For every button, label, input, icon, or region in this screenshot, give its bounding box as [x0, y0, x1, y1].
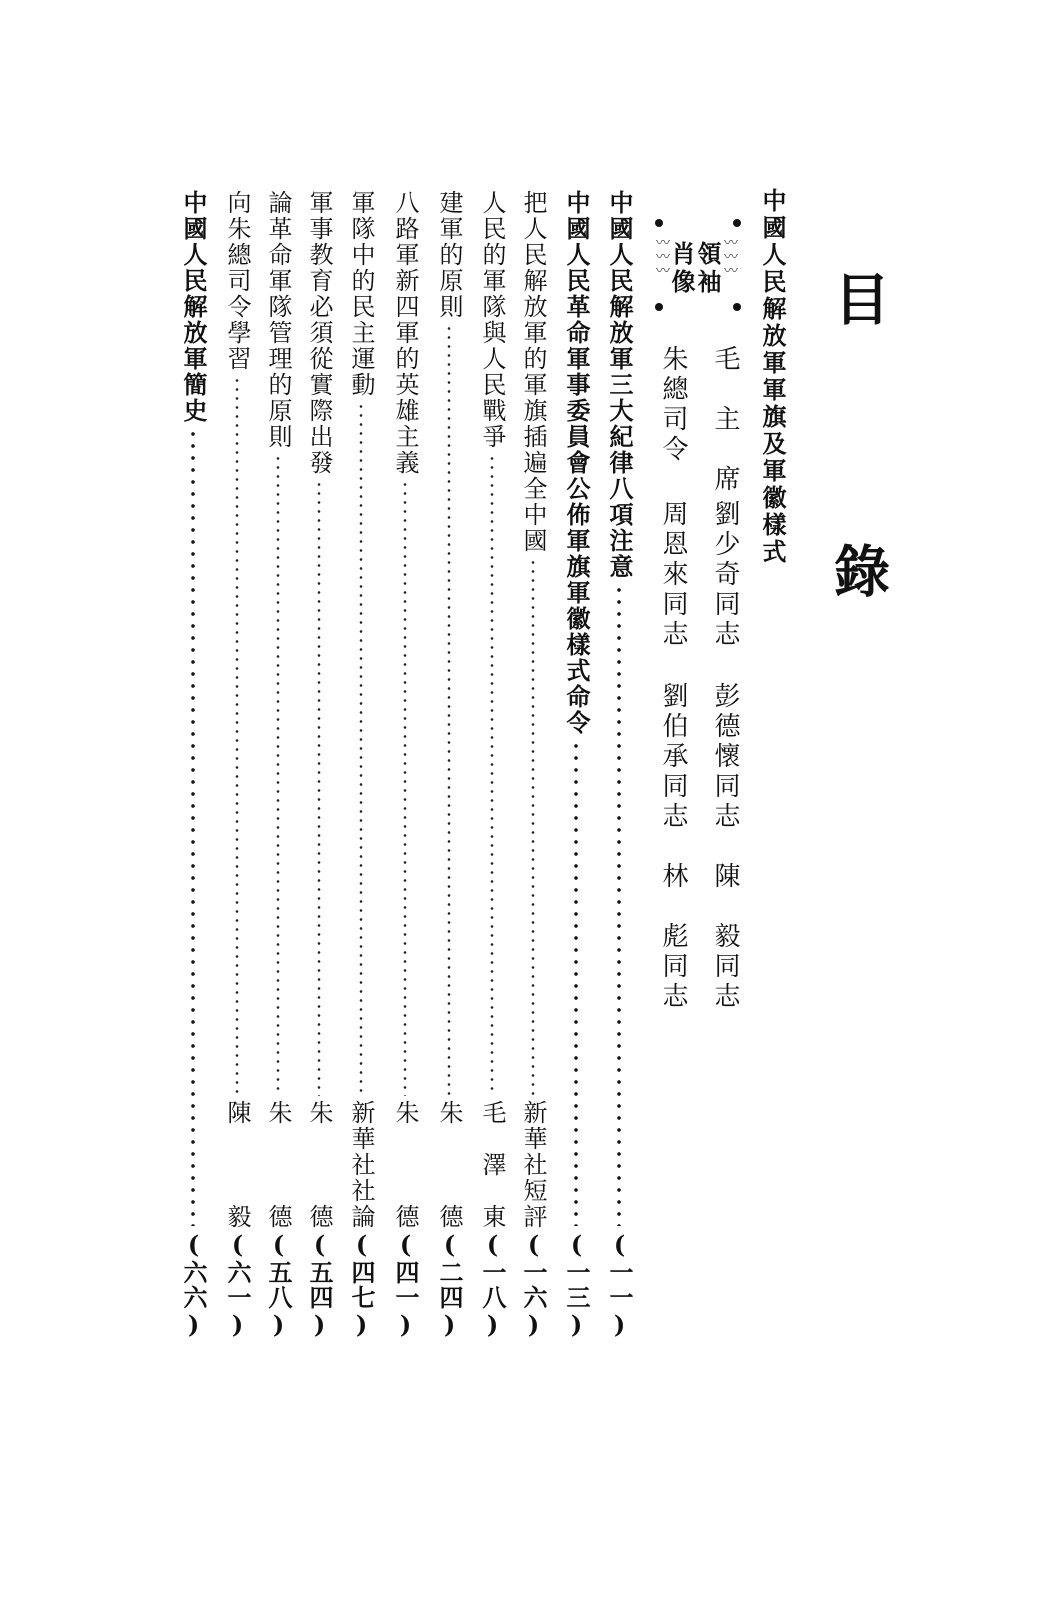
toc-entry-page: (五八): [264, 1230, 293, 1340]
toc-entry[interactable]: [390, 190, 420, 1340]
toc-entry-title: 人民的軍隊與人民戰爭: [478, 190, 506, 450]
toc-entry[interactable]: [304, 190, 334, 1340]
toc-entry-title: 把人民解放軍的軍旗插遍全中國: [519, 190, 547, 554]
toc-entry-title: 論革命軍隊管理的原則: [264, 190, 292, 450]
toc-entry-page: (六一): [223, 1230, 252, 1340]
toc-entry[interactable]: [178, 190, 208, 1340]
toc-entry-title: 中國人民解放軍三大紀律八項注意: [605, 190, 634, 580]
toc-entry[interactable]: [604, 190, 634, 1340]
toc-entry-page: (五四): [305, 1230, 334, 1340]
toc-entry[interactable]: [477, 190, 507, 1340]
toc-entry-author: 新華社社論: [347, 1100, 375, 1230]
wave-bracket-icon: 〰〰〰: [722, 235, 738, 277]
toc-entry-author: 新華社短評: [519, 1100, 547, 1230]
toc-entry-page: (一八): [478, 1230, 507, 1340]
leader-name: 毛 主 席: [710, 345, 740, 495]
flag-section-title: 中國人民解放軍軍旗及軍徽樣式: [758, 188, 787, 566]
toc-entry-page: (二四): [435, 1230, 464, 1340]
wave-bracket-icon: 〰〰〰: [654, 235, 670, 277]
toc-entry[interactable]: [346, 190, 376, 1340]
leader-name: 劉少奇同志: [710, 500, 740, 650]
toc-entry-title: 軍隊中的民主運動: [347, 190, 375, 398]
toc-entry[interactable]: [263, 190, 293, 1340]
leader-name: 朱總司令: [658, 345, 688, 465]
toc-entry[interactable]: [561, 190, 591, 1340]
leader-dots: [234, 376, 240, 1096]
toc-entry-page: (六六): [179, 1230, 208, 1340]
toc-entry-author: 陳 毅: [223, 1100, 251, 1230]
toc-entry-author: 朱 德: [391, 1100, 419, 1230]
toc-entry-author: 朱 德: [264, 1100, 292, 1230]
toc-entry-title: 建軍的原則: [435, 190, 463, 320]
toc-entry-page: (一三): [562, 1230, 591, 1340]
leader-dots: [402, 480, 408, 1096]
page-title: 目 錄: [825, 270, 891, 678]
toc-entry-page: (一六): [519, 1230, 548, 1340]
toc-entry[interactable]: [222, 190, 252, 1340]
leader-dots: [190, 428, 196, 1226]
leader-dots: [573, 740, 579, 1226]
toc-entry-author: 毛 澤 東: [478, 1100, 506, 1230]
leader-dots: [489, 454, 495, 1096]
toc-entry-author: 朱 德: [305, 1100, 333, 1230]
toc-entry-page: (一一): [605, 1230, 634, 1340]
leader-dots: [530, 558, 536, 1096]
toc-entry-title: 八路軍新四軍的英雄主義: [391, 190, 419, 476]
portrait-label-line2: 肖像: [667, 241, 696, 297]
leader-name: 周恩來同志: [658, 500, 688, 650]
toc-entry[interactable]: [518, 190, 548, 1340]
portrait-label: [653, 215, 743, 325]
leader-name: 林 彪同志: [658, 862, 688, 1012]
leader-dots: [446, 324, 452, 1096]
toc-entry-title: 軍事教育必須從實際出發: [305, 190, 333, 476]
leader-dots: [616, 584, 622, 1226]
toc-entry-title: 中國人民解放軍簡史: [179, 190, 208, 424]
leader-dots: [358, 402, 364, 1096]
toc-entry-page: (四七): [347, 1230, 376, 1340]
toc-entry-title: 中國人民革命軍事委員會公佈軍旗軍徽樣式命令: [562, 190, 591, 736]
portrait-label-line1: 領袖: [693, 241, 722, 297]
bullet-dot-icon: [655, 303, 663, 311]
toc-entry-page: (四一): [391, 1230, 420, 1340]
leader-name: 劉伯承同志: [658, 682, 688, 832]
toc-entry[interactable]: [434, 190, 464, 1340]
bullet-dot-icon: [733, 219, 741, 227]
toc-entry-author: 朱 德: [435, 1100, 463, 1230]
leader-name: 彭德懷同志: [710, 682, 740, 832]
leader-name: 陳 毅同志: [710, 862, 740, 1012]
bullet-dot-icon: [733, 303, 741, 311]
toc-entry-title: 向朱總司令學習: [223, 190, 251, 372]
bullet-dot-icon: [655, 219, 663, 227]
leader-dots: [275, 454, 281, 1096]
leader-dots: [316, 480, 322, 1096]
